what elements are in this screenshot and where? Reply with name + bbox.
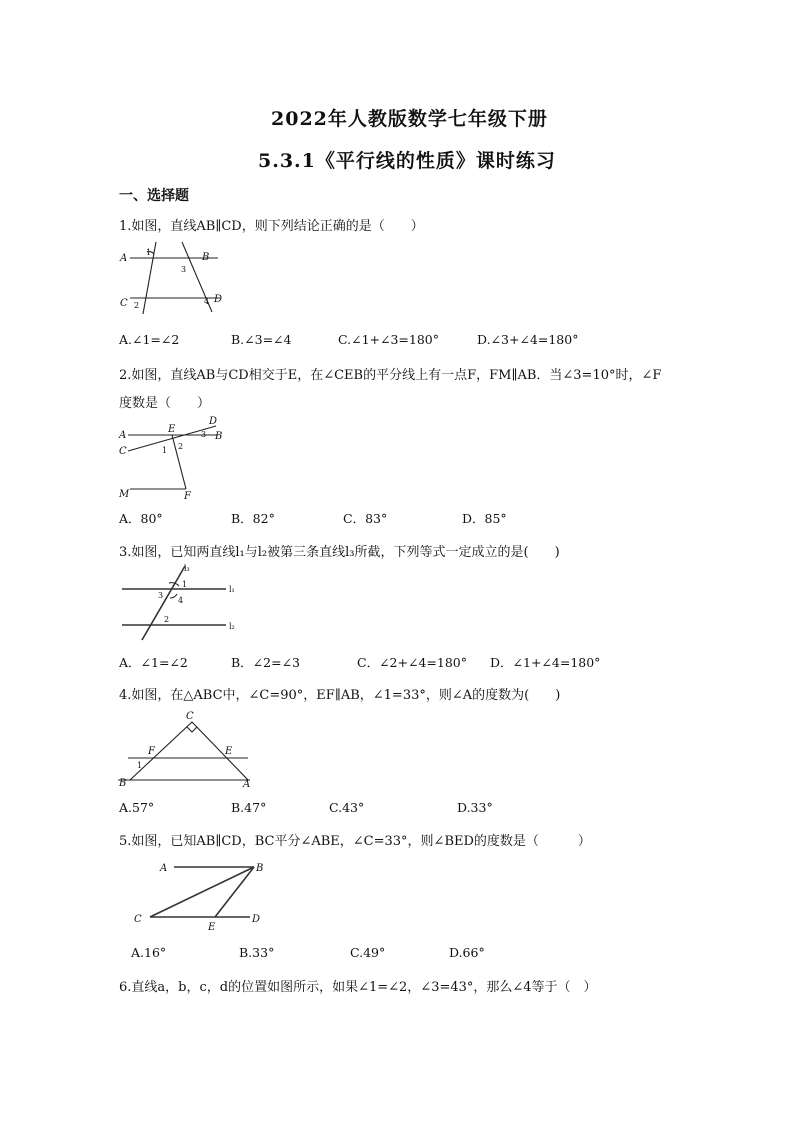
page-title: 2022年人教版数学七年级下册: [271, 108, 548, 130]
label-c: C: [134, 914, 142, 925]
q1-option-a: A.∠1=∠2: [119, 332, 180, 347]
label-d: D: [252, 914, 261, 925]
label-f: F: [184, 491, 191, 502]
question-3-text: 3.如图，已知两直线l₁与l₂被第三条直线l₃所截，下列等式一定成立的是( ): [119, 545, 560, 560]
q3-option-b: B．∠2=∠3: [231, 655, 301, 670]
label-a: A: [119, 430, 127, 441]
question-2-figure: [116, 413, 228, 501]
label-angle-2: 2: [134, 301, 140, 310]
question-1-figure: [116, 240, 236, 318]
label-a: A: [160, 863, 168, 874]
q3-option-a: A．∠1=∠2: [119, 655, 188, 670]
label-c: C: [119, 446, 127, 457]
question-5-figure: [128, 854, 268, 936]
label-angle-1: 1: [182, 580, 188, 589]
label-l2: l₂: [229, 622, 235, 631]
q2-option-d: D．85°: [462, 511, 507, 526]
label-angle-1: 1: [162, 446, 168, 455]
question-2-text-line2: 度数是（ ）: [119, 396, 211, 411]
label-b: B: [202, 252, 210, 263]
q5-option-a: A.16°: [131, 945, 167, 960]
question-6-text: 6.直线a，b，c，d的位置如图所示，如果∠1=∠2，∠3=43°，那么∠4等于（ ）: [119, 980, 597, 995]
q2-option-c: C．83°: [343, 511, 388, 526]
label-m: M: [119, 489, 130, 500]
label-angle-4: 4: [178, 596, 184, 605]
label-angle-2: 2: [164, 615, 170, 624]
q5-option-d: D.66°: [449, 945, 485, 960]
label-angle-3: 3: [158, 591, 164, 600]
q1-option-c: C.∠1+∠3=180°: [338, 332, 440, 347]
label-angle-1: 1: [146, 248, 152, 257]
line-be: [215, 867, 254, 917]
label-angle-3: 3: [201, 430, 207, 439]
q3-option-d: D．∠1+∠4=180°: [490, 655, 601, 670]
label-e: E: [208, 922, 216, 933]
question-5-text: 5.如图，已知AB∥CD，BC平分∠ABE，∠C=33°，则∠BED的度数是（ ）: [119, 834, 591, 849]
label-e: E: [225, 746, 233, 757]
label-a: A: [120, 253, 128, 264]
label-l3: l₃: [184, 564, 190, 573]
label-a: A: [243, 779, 251, 790]
q4-option-c: C.43°: [329, 800, 365, 815]
right-angle-mark: [187, 727, 197, 732]
q3-option-c: C．∠2+∠4=180°: [357, 655, 467, 670]
label-b: B: [215, 431, 223, 442]
q2-option-b: B．82°: [231, 511, 275, 526]
q1-option-b: B.∠3=∠4: [231, 332, 292, 347]
page-subtitle: 5.3.1《平行线的性质》课时练习: [258, 150, 556, 172]
label-b: B: [119, 778, 127, 789]
q5-option-b: B.33°: [239, 945, 275, 960]
q4-option-d: D.33°: [457, 800, 493, 815]
question-1-text: 1.如图，直线AB∥CD，则下列结论正确的是（ ）: [119, 219, 424, 234]
label-e: E: [168, 424, 176, 435]
question-2-text-line1: 2.如图，直线AB与CD相交于E，在∠CEB的平分线上有一点F，FM∥AB．当∠3=10°时，∠F: [119, 368, 662, 383]
label-b: B: [256, 863, 264, 874]
q1-option-d: D.∠3+∠4=180°: [477, 332, 579, 347]
q2-option-a: A．80°: [119, 511, 163, 526]
label-c: C: [120, 298, 128, 309]
question-4-text: 4.如图，在△ABC中，∠C=90°，EF∥AB，∠1=33°，则∠A的度数为( ): [119, 688, 561, 703]
line-bc: [150, 867, 254, 917]
label-angle-4: 4: [204, 297, 210, 306]
label-angle-1: 1: [137, 761, 143, 770]
q5-option-c: C.49°: [350, 945, 386, 960]
question-4-figure: [116, 710, 252, 788]
q4-option-b: B.47°: [231, 800, 267, 815]
question-3-figure: [116, 562, 242, 642]
label-d: D: [214, 294, 223, 305]
label-angle-2: 2: [178, 442, 184, 451]
label-d: D: [209, 416, 218, 427]
label-f: F: [148, 746, 155, 757]
label-angle-3: 3: [181, 265, 187, 274]
label-c: C: [186, 711, 194, 722]
q4-option-a: A.57°: [119, 800, 155, 815]
section-heading: 一、选择题: [119, 188, 189, 204]
label-l1: l₁: [229, 585, 235, 594]
